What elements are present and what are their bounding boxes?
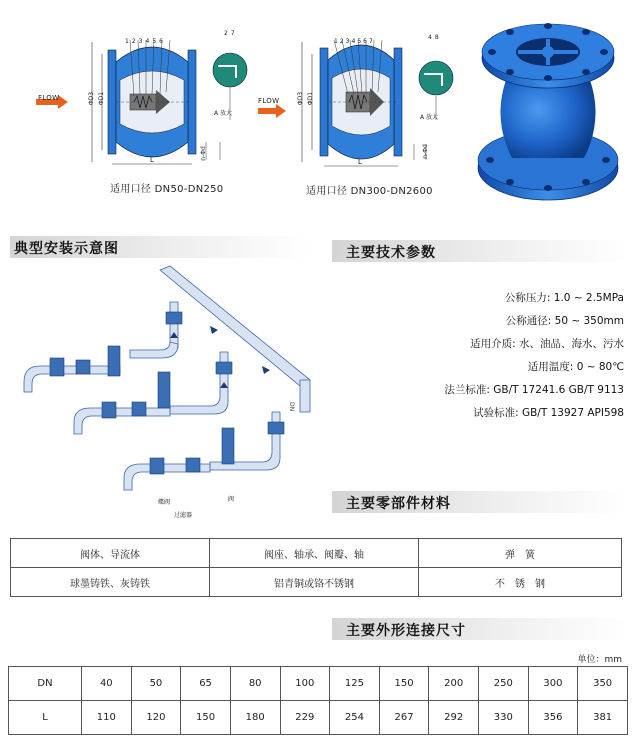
spec-row: 法兰标准: GB/T 17241.6 GB/T 9113 [444, 384, 624, 396]
dimensions-dn-row [9, 667, 628, 701]
dimensions-cell: 292 [429, 701, 479, 735]
dimensions-row-label: L [9, 701, 82, 735]
dimensions-unit: 单位：mm [577, 655, 622, 665]
materials-value-cell: 铝青铜或铬不锈钢 [210, 568, 419, 597]
large-flow-label: FLOW [258, 97, 280, 105]
small-l-label: L [150, 156, 154, 164]
install-label-filter: 过滤器 [174, 512, 193, 519]
dimensions-cell: 150 [379, 667, 429, 701]
small-flow-label: FLOW [38, 94, 60, 102]
materials-header-cell: 阀体、导流体 [11, 539, 210, 568]
install-label-valve2: 阀 [228, 496, 235, 503]
dimensions-cell: 330 [479, 701, 529, 735]
dimensions-cell: 40 [82, 667, 132, 701]
small-detail-numbers: 27 [224, 30, 238, 37]
dimensions-cell: 300 [528, 667, 578, 701]
spec-row: 试验标准: GB/T 13927 API598 [473, 407, 624, 419]
dimensions-cell: 229 [280, 701, 330, 735]
drawing-large [254, 22, 464, 192]
materials-header-cell: 弹 簧 [419, 539, 622, 568]
dimensions-cell: 150 [181, 701, 231, 735]
dimensions-cell: 350 [578, 667, 628, 701]
materials-table [10, 538, 622, 597]
small-valve-cross-section [30, 22, 260, 192]
small-part-numbers: 123456 [125, 38, 166, 45]
dimensions-cell: 50 [131, 667, 181, 701]
large-n-label: n-Φd [421, 144, 429, 159]
large-drawing-caption: 适用口径 DN300-DN2600 [306, 186, 433, 197]
dimensions-section-title: 主要外形连接尺寸 [346, 623, 466, 639]
materials-value-cell: 不 锈 钢 [419, 568, 622, 597]
specs-section-title: 主要技术参数 [346, 245, 436, 261]
dimensions-cell: 254 [330, 701, 380, 735]
small-n-label: n-Φd [199, 146, 207, 161]
dimensions-cell: 80 [230, 667, 280, 701]
dimensions-cell: 250 [479, 667, 529, 701]
materials-value-cell: 球墨铸铁、灰铸铁 [11, 568, 210, 597]
materials-value-row [11, 568, 622, 597]
large-l-label: L [358, 158, 362, 166]
large-detail-label: A 放大 [420, 114, 439, 121]
materials-header-row [11, 539, 622, 568]
dimensions-cell: 100 [280, 667, 330, 701]
dimensions-cell: 125 [330, 667, 380, 701]
dimensions-row-label: DN [9, 667, 82, 701]
large-valve-cross-section [254, 22, 464, 192]
dimensions-cell: 110 [82, 701, 132, 735]
install-diagram [10, 262, 330, 522]
dimensions-cell: 180 [230, 701, 280, 735]
materials-section-title: 主要零部件材料 [346, 496, 451, 512]
large-part-numbers: 1234567 [334, 38, 375, 45]
dimensions-cell: 381 [578, 701, 628, 735]
dimensions-cell: 267 [379, 701, 429, 735]
spec-row: 适用介质: 水、油品、海水、污水 [470, 338, 624, 350]
drawing-small [30, 22, 260, 192]
dimensions-cell: 120 [131, 701, 181, 735]
large-detail-numbers: 48 [428, 34, 442, 41]
small-d3-label: ΦD3 [88, 91, 96, 106]
spec-row: 公称通径: 50 ~ 350mm [505, 315, 624, 327]
small-d1-label: ΦD1 [98, 91, 106, 106]
dimensions-cell: 356 [528, 701, 578, 735]
large-d3-label: ΦD3 [297, 91, 305, 106]
materials-header-cell: 阀座、轴承、阀瓣、轴 [210, 539, 419, 568]
install-label-valve1: 蝶阀 [158, 499, 171, 506]
valve-product-photo [470, 10, 630, 210]
svg-text:DN: DN [288, 402, 295, 412]
dimensions-cell: 65 [181, 667, 231, 701]
spec-row: 公称压力: 1.0 ~ 2.5MPa [504, 292, 624, 304]
small-drawing-caption: 适用口径 DN50-DN250 [110, 184, 224, 195]
small-detail-label: A 放大 [214, 110, 233, 117]
large-d1-label: ΦD1 [307, 91, 315, 106]
spec-row: 适用温度: 0 ~ 80℃ [527, 361, 624, 373]
dimensions-cell: 200 [429, 667, 479, 701]
dimensions-table [8, 666, 628, 735]
install-section-title: 典型安装示意图 [14, 241, 119, 257]
dimensions-l-row [9, 701, 628, 735]
